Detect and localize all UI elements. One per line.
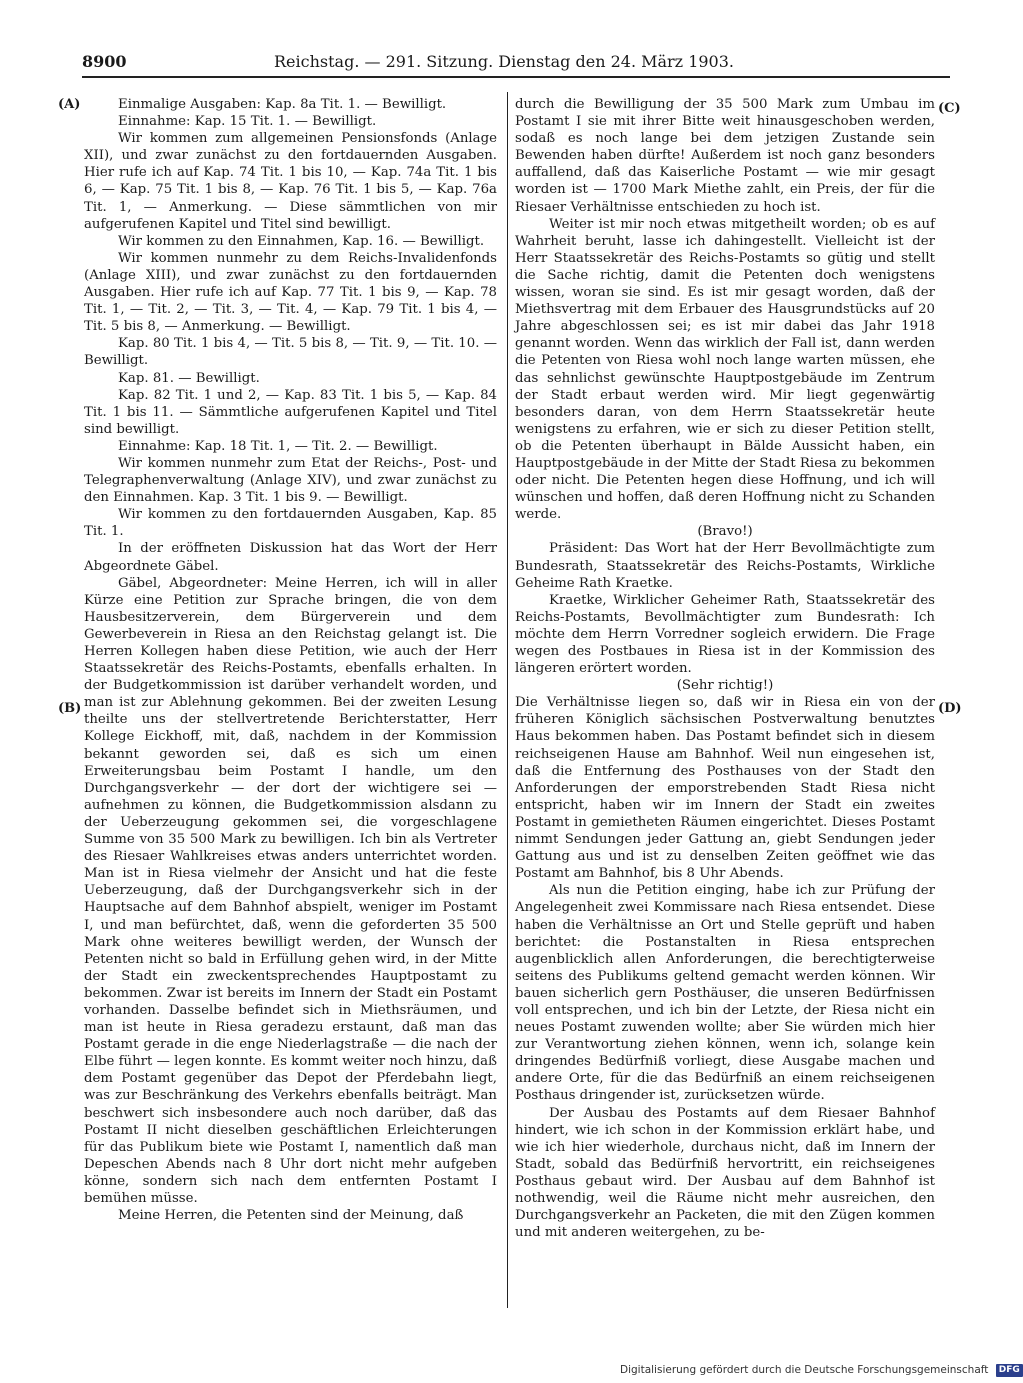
- speech-paragraph: Präsident: Das Wort hat der Herr Bevollmächtigte zum Bundesrath, Staatssekretär des Reichs-Postamts, Wirkliche Geheime Rath Kraetke.: [515, 541, 935, 591]
- column-divider: [507, 92, 508, 1308]
- paragraph: Als nun die Petition einging, habe ich zur Prüfung der Angelegenheit zwei Kommissare nach Riesa entsendet. Diese haben die Verhältnisse an Ort und Stelle geprüft und haben berichtet: die Postanstalten in Riesa entsprechen augenblicklich allen Anforderungen, die berechtigterweise seitens des Publikums geltend gemacht werden können. Wir bauen sicherlich gern Posthäuser, die unseren Bedürfnissen voll entsprechen, und ich bin der Letzte, der Riesa nicht ein neues Postamt zuwenden wollte; aber Sie würden mich hier zur Verantwortung ziehen können, wenn ich, solange kein dringendes Bedürfniß vorliegt, diese Ausgabe machen und andere Orte, für die das Bedürfniß an einem reichseigenen Posthaus dringender ist, zurücksetzen würde.: [515, 883, 935, 1104]
- paragraph: Die Verhältnisse liegen so, daß wir in Riesa ein von der früheren Königlich sächsischen Postverwaltung benutztes Haus bekommen haben. Das Postamt befindet sich in diesem reichseigenen Hause am Bahnhof. Weil nun eingesehen ist, daß die Entfernung des Posthauses von der Stadt den Anforderungen der emporstrebenden Stadt Riesa nicht entspricht, haben wir im Innern der Stadt ein zweites Postamt in gemietheten Räumen eingerichtet. Dieses Postamt nimmt Sendungen jeder Gattung an, giebt Sendungen jeder Gattung aus und ist zu denselben Zeiten geöffnet wie das Postamt am Bahnhof, bis 8 Uhr Abends.: [515, 695, 935, 882]
- margin-marker-c: (C): [938, 101, 961, 116]
- paragraph: Wir kommen zum allgemeinen Pensionsfonds (Anlage XII), und zwar zunächst zu den fortdauernden Ausgaben. Hier rufe ich auf Kap. 74 Tit. 1 bis 10, — Kap. 74a Tit. 1 bis 6, — Kap. 75 Tit. 1 bis 8, — Kap. 76 Tit. 1 bis 5, — Kap. 76a Tit. 1, — Anmerkung. — Diese sämmtlichen von mir aufgerufenen Kapitel und Titel sind bewilligt.: [84, 131, 497, 232]
- paragraph: Weiter ist mir noch etwas mitgetheilt worden; ob es auf Wahrheit beruht, lasse ich dahingestellt. Vielleicht ist der Herr Staatssekretär des Reichs-Postamts so gütig und stellt die Sache richtig, damit die Petenten doch wenigstens wissen, woran sie sind. Es ist mir gesagt worden, daß der Miethsvertrag mit dem Erbauer des Hausgrundstücks auf 20 Jahre abgeschlossen sei; es ist mir dabei das Jahr 1918 genannt worden. Wenn das wirklich der Fall ist, dann werden die Petenten von Riesa wohl noch lange warten müssen, ehe das sehnlichst gewünschte Hauptpostgebäude im Zentrum der Stadt erbaut werden wird. Mir liegt gegenwärtig besonders daran, von dem Herrn Staatssekretär heute wenigstens zu erfahren, wie er sich zu dieser Petition stellt, ob die Petenten überhaupt in Bälde Aussicht haben, ein Hauptpostgebäude in der Mitte der Stadt Riesa zu bekommen oder nicht. Die Petenten hegen diese Hoffnung, und ich will wünschen und hoffen, daß deren Hoffnung nicht zu Schanden werde.: [515, 216, 935, 523]
- paragraph: Der Ausbau des Postamts auf dem Riesaer Bahnhof hindert, wie ich schon in der Kommission erklärt habe, und wie ich hier wiederhole, durchaus nicht, daß im Innern der Stadt, sobald das Bedürfniß hervortritt, ein reichseigenes Posthaus gebaut wird. Der Ausbau auf dem Bahnhof ist nothwendig, weil die Räume nicht mehr ausreichen, den Durchgangsverkehr an Packeten, die mit den Zügen kommen und mit anderen weitergehen, zu be-: [515, 1105, 935, 1241]
- dfg-logo-icon: DFG: [996, 1364, 1023, 1377]
- page-header: [82, 50, 950, 74]
- paragraph: In der eröffneten Diskussion hat das Wort der Herr Abgeordnete Gäbel.: [84, 541, 497, 574]
- paragraph: Einmalige Ausgaben: Kap. 8a Tit. 1. — Bewilligt.: [118, 97, 447, 112]
- speech-paragraph: Kraetke, Wirklicher Geheimer Rath, Staatssekretär des Reichs-Postamts, Bevollmächtigter zum Bundesrath: Ich möchte dem Herrn Vorredner sogleich erwidern. Die Frage wegen des Postbaues in Riesa ist in der Kommission des längeren erörtert worden.: [515, 592, 935, 677]
- interjection: (Bravo!): [697, 524, 753, 540]
- paragraph: Wir kommen zu den fortdauernden Ausgaben, Kap. 85 Tit. 1.: [84, 507, 497, 540]
- paragraph: Meine Herren, die Petenten sind der Meinung, daß: [118, 1208, 464, 1224]
- margin-marker-a: (A): [58, 97, 81, 112]
- right-column: [515, 96, 935, 1241]
- left-column: [84, 96, 497, 1224]
- paragraph: Einnahme: Kap. 15 Tit. 1. — Bewilligt.: [118, 114, 377, 130]
- paragraph: Kap. 82 Tit. 1 und 2, — Kap. 83 Tit. 1 bis 5, — Kap. 84 Tit. 1 bis 11. — Sämmtliche aufgerufenen Kapitel und Titel sind bewilligt.: [84, 387, 497, 437]
- paragraph: Wir kommen nunmehr zu dem Reichs-Invalidenfonds (Anlage XIII), und zwar zunächst zu den fortdauernden Ausgaben. Hier rufe ich auf Kap. 77 Tit. 1 bis 9, — Kap. 78 Tit. 1, — Tit. 2, — Tit. 3, — Tit. 4, — Kap. 79 Tit. 1 bis 4, — Tit. 5 bis 8, — Anmerkung. — Bewilligt.: [84, 250, 497, 335]
- paragraph: Wir kommen zu den Einnahmen, Kap. 16. — Bewilligt.: [118, 233, 485, 249]
- paragraph: durch die Bewilligung der 35 500 Mark zum Umbau im Postamt I sie mit ihrer Bitte weit hinausgeschoben werden, sodaß es noch lange bei dem jetzigen Zustande sein Bewenden haben dürfte! Außerdem ist noch ganz besonders auffallend, daß das Kaiserliche Postamt — wie mir gesagt worden ist — 1700 Mark Miethe zahlt, ein Preis, der für die Riesaer Verhältnisse entschieden zu hoch ist.: [515, 97, 935, 215]
- credit-text: Digitalisierung gefördert durch die Deutsche Forschungsgemeinschaft: [620, 1364, 989, 1376]
- margin-marker-b: (B): [58, 701, 82, 716]
- speech-paragraph: Gäbel, Abgeordneter: Meine Herren, ich will in aller Kürze eine Petition zur Sprache bringen, die von dem Hausbesitzerverein, dem Bürgerverein und dem Gewerbeverein in Riesa an den Reichstag gelangt ist. Die Herren Kollegen haben diese Petition, wie auch der Herr Staatssekretär des Reichs-Postamts, ebenfalls erhalten. In der Budgetkommission ist darüber verhandelt worden, und man ist zur Ablehnung gekommen. Bei der zweiten Lesung theilte uns der stellvertretende Berichterstatter, Herr Kollege Eickhoff, mit, daß, nachdem in der Kommission bekannt geworden sei, daß es sich um einen Erweiterungsbau beim Postamt I handle, um den Durchgangsverkehr — der dort der wichtigere sei — aufnehmen zu können, die Budgetkommission alsdann zu der Ueberzeugung gekommen sei, die vorgeschlagene Summe von 35 500 Mark zu bewilligen. Ich bin als Vertreter des Riesaer Wahlkreises etwas anders unterrichtet worden. Man ist in Riesa vielmehr der Ansicht und hat die feste Ueberzeugung, daß der Durchgangsverkehr sich in der Hauptsache auf dem Bahnhof abspielt, weniger im Postamt I, und man befürchtet, daß, wenn die geforderten 35 500 Mark ohne weiteres bewilligt werden, der Wunsch der Petenten nicht so bald in Erfüllung gehen wird, in der Mitte der Stadt ein zweckentsprechendes Hauptpostamt zu bekommen. Zwar ist bereits im Innern der Stadt ein Postamt vorhanden. Dasselbe befindet sich in Miethsräumen, und man ist heute in Riesa geradezu erstaunt, daß man das Postamt gerade in die enge Niederlagstraße — die nach der Elbe führt — legen konnte. Es kommt weiter noch hinzu, daß dem Postamt gegenüber das Depot der Pferdebahn liegt, was zur Beschränkung des Verkehrs ebenfalls beiträgt. Man beschwert sich insbesondere auch noch darüber, daß das Postamt II nicht dieselben geschäftlichen Erleichterungen für das Publikum biete wie Postamt I, namentlich daß man Depeschen Abends nach 8 Uhr dort nicht mehr aufgeben könne, sondern sich nach dem entfernten Postamt I bemühen müsse.: [84, 575, 497, 1206]
- header-rule: [82, 76, 950, 78]
- running-title: Reichstag. — 291. Sitzung. Dienstag den 24. März 1903.: [274, 52, 734, 71]
- paragraph: Wir kommen nunmehr zum Etat der Reichs-, Post- und Telegraphenverwaltung (Anlage XIV), und zwar zunächst zu den Einnahmen. Kap. 3 Tit. 1 bis 9. — Bewilligt.: [84, 455, 497, 506]
- interjection: (Sehr richtig!): [676, 678, 774, 694]
- paragraph: Kap. 81. — Bewilligt.: [118, 370, 260, 386]
- paragraph: Kap. 80 Tit. 1 bis 4, — Tit. 5 bis 8, — Tit. 9, — Tit. 10. — Bewilligt.: [84, 336, 497, 369]
- page-number: 8900: [82, 52, 127, 71]
- margin-marker-d: (D): [938, 701, 962, 716]
- digitization-credit: [620, 1362, 1020, 1378]
- paragraph: Einnahme: Kap. 18 Tit. 1, — Tit. 2. — Bewilligt.: [118, 438, 438, 454]
